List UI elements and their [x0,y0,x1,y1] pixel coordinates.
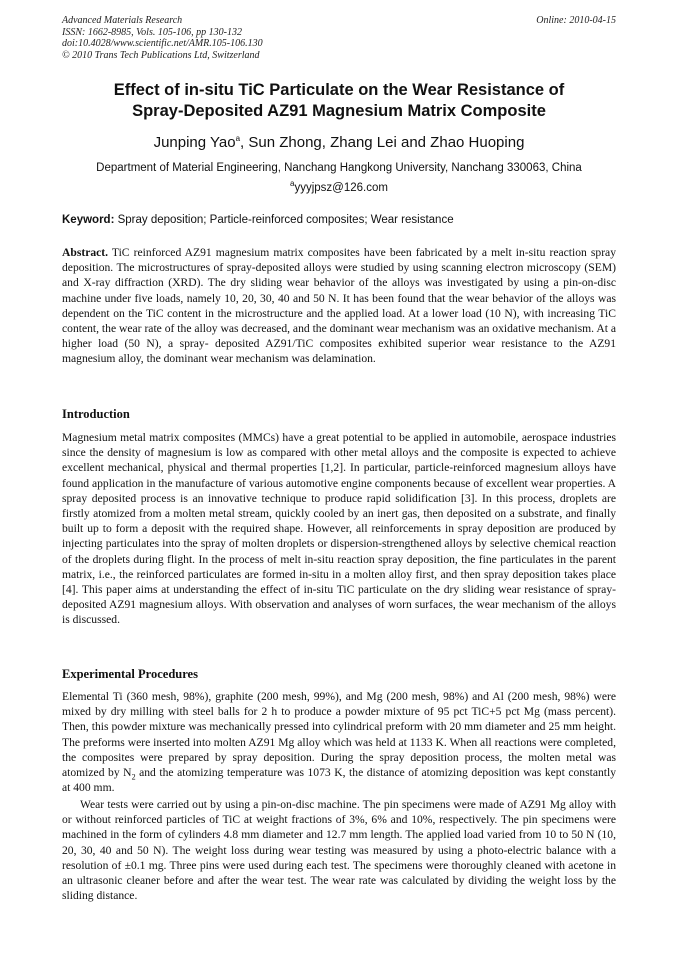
abstract-text: TiC reinforced AZ91 magnesium matrix composites have been fabricated by a melt in-situ reaction spray deposition. The microstructures of spray-deposited alloys were studied by using scanning electron microscopy (SEM) and X-ray diffraction (XRD). The dry sliding wear behavior of the alloys was investigated by using a pin-on-disc machine under five loads, namely 10, 20, 30, 40 and 50 N. It has been found that the wear behavior of the alloys was dependent on the TiC content in the microstructure and the applied load. At a lower load (10 N), with increasing TiC content, the wear rate of the alloy was decreased, and the dominant wear mechanism was an oxidative mechanism. At a higher load (50 N), a spray- deposited AZ91/TiC composites exhibited superior wear resistance to the AZ91 magnesium alloy, the dominant wear mechanism was delamination. [62,246,616,366]
affiliation: Department of Material Engineering, Nanchang Hangkong University, Nanchang 330063, China [96,162,582,174]
keywords [62,213,616,227]
paper-title [62,80,616,122]
author-email [62,181,616,195]
author-others: , Sun Zhong, Zhang Lei and Zhao Huoping [240,134,525,151]
doi-line[interactable]: doi:10.4028/www.scientific.net/AMR.105-106.130 [62,38,263,49]
experimental-paragraph-1 [62,689,616,795]
journal-name: Advanced Materials Research [62,15,183,26]
experimental-heading: Experimental Procedures [62,667,198,681]
keywords-label: Keyword: [62,214,115,226]
online-date: Online: 2010-04-15 [536,15,616,26]
title-line-2: Spray-Deposited AZ91 Magnesium Matrix Composite [132,102,546,120]
introduction-text: Magnesium metal matrix composites (MMCs) have a great potential to be applied in automobile, aerospace industries since the density of magnesium is low as compared with other metal alloys and the composite is expected to achieve excellent mechanical, physical and thermal properties [1,2]. In particular, particle-reinforced magnesium alloys have found application in the manufacture of various automotive engine components because of excellent wear properties. A spray deposited process is an innovative technique to produce rapid solidification [3]. In this process, droplets are firstly atomized from a molten metal stream, quickly cooled by an inert gas, then deposited on a substrate, and finally built up to form a deposit with the required shape. However, all reinforcements in spray deposition are produced by injecting particulates into the spray of molten droplets or dispersion-strengthened alloys by selective chemical reaction of the droplets during flight. In the process of melt in-situ reaction spray deposition, the fine particulates in the parent matrix, i.e., the reinforced particulates are formed in-situ in a molten alloy first, and then spray deposition takes place [4]. This paper aims at understanding the effect of in-situ TiC particulate on the dry sliding wear resistance of spray-deposited AZ91 magnesium alloys. With observation and analyses of worn surfaces, the wear mechanism of the alloys is discussed. [62,431,616,627]
experimental-p1-after: and the atomizing temperature was 1073 K, the distance of atomizing deposition was kept constantly at 400 mm. [62,766,616,795]
author-superscript: a [235,134,241,143]
email-superscript: a [290,179,295,189]
author-list [62,134,616,152]
issn-line: ISSN: 1662-8985, Vols. 105-106, pp 130-132 [62,26,242,38]
title-line-1: Effect of in-situ TiC Particulate on the Wear Resistance of [113,81,565,99]
keywords-text: Spray deposition; Particle-reinforced composites; Wear resistance [114,214,454,226]
experimental-p1-before: Elemental Ti (360 mesh, 98%), graphite (200 mesh, 99%), and Mg (200 mesh, 98%) and Al (200 mesh, 98%) were mixed by dry milling with steel balls for 2 h to produce a powder mixture of 95 pct TiC+5 pct Mg (mass percent). Then, this powder mixture was mechanically pressed into cylindrical preform with 20 mm diameter and 25 mm height. The preforms were inserted into molten AZ91 Mg alloy which was held at 1133 K. When all reactions were completed, the composites were prepared by spray deposition. During the spray deposition process, the molten metal was atomized by N [62,690,616,780]
abstract [62,245,616,367]
experimental-paragraph-2: Wear tests were carried out by using a pin-on-disc machine. The pin specimens were made of AZ91 Mg alloy with or without reinforced particles of TiC at weight fractions of 3%, 6% and 10%, respectively. The pin specimens were machined in the form of cylinders 4.8 mm diameter and 12.7 mm length. The applied load varied from 10 to 50 N (10, 20, 30, 40 and 50 N). The weight loss during wear testing was measured by using a photo-electric balance with a resolution of ±0.1 mg. Three pins were used during each test. The specimens were thoroughly cleaned with acetone in an ultrasonic cleaner before and after the wear test. The wear rate was calculated by dividing the weight loss by the sliding distance. [62,798,616,903]
nitrogen-subscript: 2 [131,772,136,782]
author-first: Junping Yao [153,134,236,151]
copyright-line: © 2010 Trans Tech Publications Ltd, Switzerland [62,49,260,61]
introduction-heading: Introduction [62,407,130,421]
abstract-label: Abstract. [62,246,109,259]
journal-header [62,15,616,61]
email-address[interactable]: yyyjpsz@126.com [294,182,388,194]
